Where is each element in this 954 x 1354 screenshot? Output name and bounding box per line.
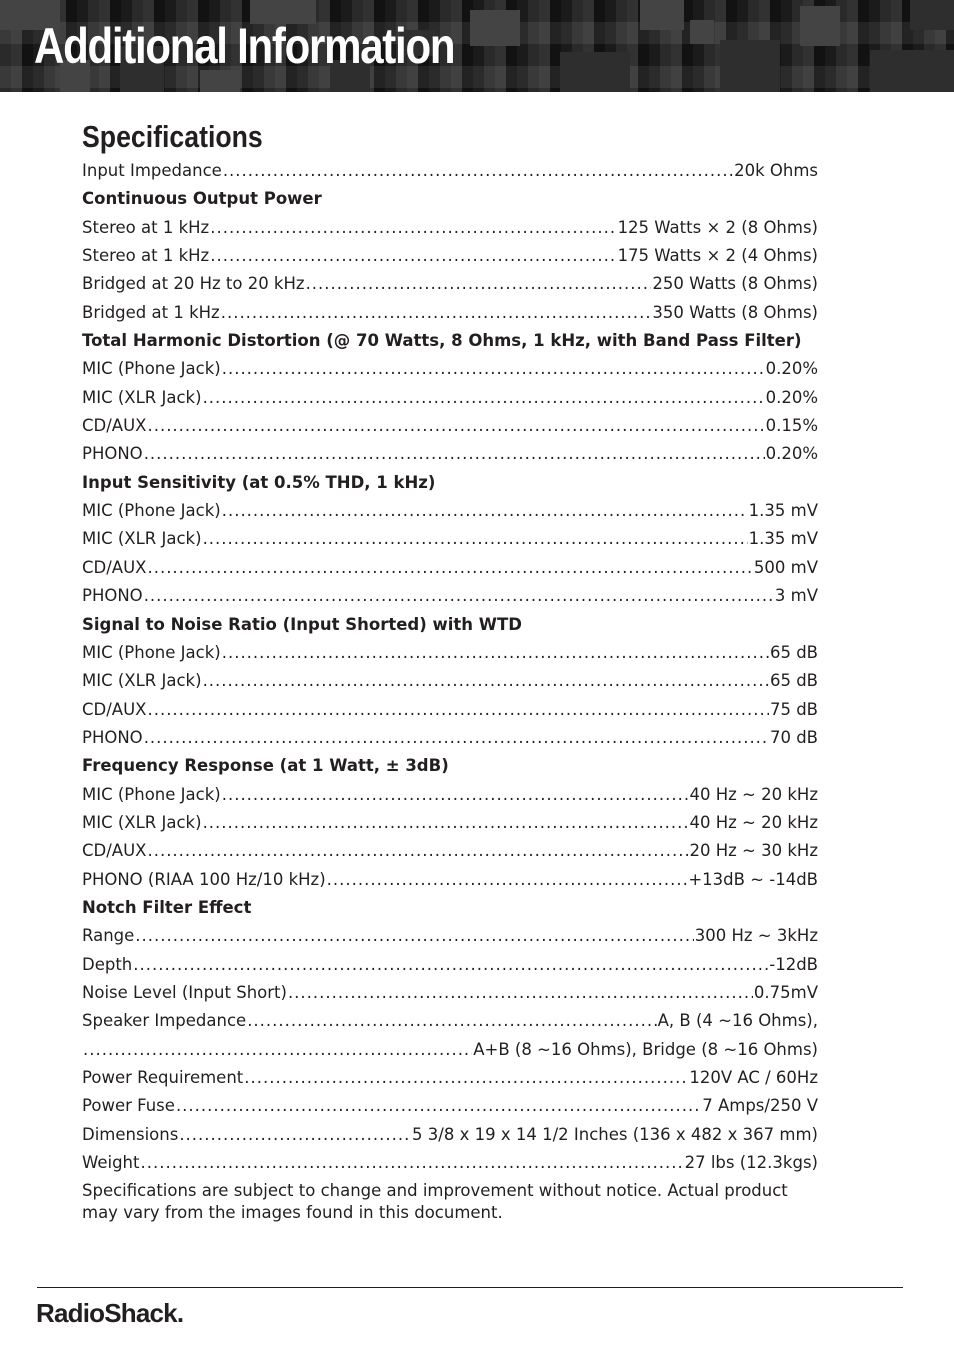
spec-value: 40 Hz ~ 20 kHz: [689, 812, 818, 832]
spec-label: Weight: [82, 1153, 140, 1173]
dot-leader: [144, 582, 774, 610]
spec-value: 0.15%: [765, 416, 818, 436]
spec-value: 70 dB: [769, 727, 818, 747]
spec-label: Range: [82, 926, 135, 946]
spec-row: [82, 525, 818, 553]
spec-label: PHONO: [82, 727, 143, 747]
spec-value: 1.35 mV: [748, 501, 818, 521]
spec-row: [82, 242, 818, 270]
spec-label: CD/AUX: [82, 841, 147, 861]
spec-row: [82, 837, 818, 865]
spec-row: [82, 384, 818, 412]
header-banner: [0, 0, 954, 92]
spec-label: PHONO: [82, 444, 143, 464]
spec-row: [82, 157, 818, 185]
spec-row: [82, 299, 818, 327]
spec-value: 20k Ohms: [734, 161, 818, 180]
spec-row: [82, 440, 818, 468]
spec-row: [82, 724, 818, 752]
dot-leader: [221, 299, 652, 327]
banner-block: [910, 0, 954, 30]
dot-leader: [144, 440, 765, 468]
spec-label: MIC (Phone Jack): [82, 784, 221, 804]
specifications-list: [82, 157, 818, 1224]
spec-label: Depth: [82, 954, 133, 974]
spec-value: 300 Hz ~ 3kHz: [694, 926, 818, 946]
spec-label: MIC (XLR Jack): [82, 387, 202, 407]
spec-value: 0.20%: [765, 359, 818, 379]
spec-value: 350 Watts (8 Ohms): [652, 302, 818, 322]
spec-label: Stereo at 1 kHz: [82, 217, 210, 237]
spec-label: PHONO (RIAA 100 Hz/10 kHz): [82, 869, 326, 889]
spec-label: MIC (XLR Jack): [82, 671, 202, 691]
spec-value: 65 dB: [769, 642, 818, 662]
spec-label: MIC (XLR Jack): [82, 812, 202, 832]
spec-row: [82, 922, 818, 950]
spec-row: [82, 1064, 818, 1092]
banner-block: [690, 20, 714, 44]
dot-leader: [179, 1121, 411, 1149]
spec-label: Dimensions: [82, 1124, 179, 1144]
spec-label: PHONO: [82, 586, 143, 606]
brand-logo: RadioShack.: [36, 1298, 184, 1328]
spec-row: [82, 270, 818, 298]
dot-leader: [210, 214, 616, 242]
spec-row: [82, 979, 818, 1007]
dot-leader: [176, 1092, 701, 1120]
spec-group-heading: Total Harmonic Distortion (@ 70 Watts, 8 Ohms, 1 kHz, with Band Pass Filter): [82, 331, 802, 351]
spec-label: Noise Level (Input Short): [82, 982, 287, 1002]
spec-value: +13dB ~ -14dB: [688, 869, 818, 889]
spec-row: [82, 1036, 818, 1064]
dot-leader: [147, 837, 688, 865]
spec-row: [82, 1121, 818, 1149]
spec-row: [82, 667, 818, 695]
banner-block: [870, 50, 954, 92]
spec-value: 1.35 mV: [748, 529, 818, 549]
dot-leader: [144, 724, 769, 752]
dot-leader: [306, 270, 652, 298]
spec-row: [82, 866, 818, 894]
spec-label: Speaker Impedance: [82, 1011, 247, 1031]
spec-row: [82, 355, 818, 383]
dot-leader: [247, 1007, 656, 1035]
spec-row: [82, 582, 818, 610]
spec-value: 175 Watts × 2 (4 Ohms): [617, 246, 818, 266]
spec-row: [82, 497, 818, 525]
dot-leader: [83, 1036, 472, 1064]
banner-block: [640, 0, 684, 30]
dot-leader: [222, 497, 748, 525]
spec-value: 120V AC / 60Hz: [689, 1068, 818, 1087]
dot-leader: [288, 979, 753, 1007]
dot-leader: [327, 866, 688, 894]
dot-leader: [147, 554, 752, 582]
banner-block: [470, 10, 520, 46]
page-title: Additional Information: [34, 18, 455, 74]
spec-label: MIC (XLR Jack): [82, 529, 202, 549]
spec-group-heading: Frequency Response (at 1 Watt, ± 3dB): [82, 756, 449, 776]
banner-block: [800, 6, 840, 46]
dot-leader: [210, 242, 616, 270]
banner-block: [720, 40, 780, 92]
spec-group-heading: Continuous Output Power: [82, 189, 322, 209]
spec-label: Bridged at 20 Hz to 20 kHz: [82, 274, 305, 294]
spec-value: 0.20%: [765, 444, 818, 464]
spec-value: 20 Hz ~ 30 kHz: [689, 841, 818, 861]
spec-group-heading: Input Sensitivity (at 0.5% THD, 1 kHz): [82, 472, 436, 492]
spec-group-heading: Signal to Noise Ratio (Input Shorted) with WTD: [82, 614, 522, 634]
dot-leader: [203, 384, 765, 412]
dot-leader: [222, 355, 765, 383]
spec-row: [82, 1149, 818, 1177]
spec-value: 125 Watts × 2 (8 Ohms): [617, 217, 818, 237]
spec-label: Input Impedance: [82, 161, 222, 180]
dot-leader: [147, 412, 764, 440]
spec-value: 3 mV: [774, 586, 818, 606]
dot-leader: [244, 1064, 688, 1092]
spec-row: [82, 412, 818, 440]
spec-value: 5 3/8 x 19 x 14 1/2 Inches (136 x 482 x 367 mm): [412, 1124, 818, 1144]
spec-group-heading: Notch Filter Effect: [82, 897, 252, 917]
spec-label: MIC (Phone Jack): [82, 501, 221, 521]
spec-row: [82, 809, 818, 837]
specifications-footnote: Specifications are subject to change and improvement without notice. Actual product may vary from the images found in this document.: [82, 1181, 788, 1223]
spec-label: Power Requirement: [82, 1068, 244, 1087]
spec-row: [82, 554, 818, 582]
banner-block: [560, 52, 630, 92]
spec-label: MIC (Phone Jack): [82, 359, 221, 379]
dot-leader: [203, 525, 748, 553]
spec-value: 75 dB: [769, 699, 818, 719]
spec-row: [82, 639, 818, 667]
spec-value: 250 Watts (8 Ohms): [652, 274, 818, 294]
spec-value: 0.75mV: [753, 982, 818, 1002]
spec-value: A+B (8 ~16 Ohms), Bridge (8 ~16 Ohms): [473, 1039, 818, 1059]
spec-value: 7 Amps/250 V: [702, 1096, 818, 1116]
spec-value: A, B (4 ~16 Ohms),: [657, 1011, 818, 1031]
spec-label: CD/AUX: [82, 416, 147, 436]
dot-leader: [135, 922, 693, 950]
spec-label: CD/AUX: [82, 699, 147, 719]
spec-value: 40 Hz ~ 20 kHz: [689, 784, 818, 804]
dot-leader: [222, 781, 689, 809]
spec-row: [82, 214, 818, 242]
dot-leader: [223, 157, 733, 185]
spec-row: [82, 951, 818, 979]
spec-row: [82, 1007, 818, 1035]
dot-leader: [203, 667, 769, 695]
dot-leader: [203, 809, 689, 837]
spec-label: Power Fuse: [82, 1096, 175, 1116]
dot-leader: [147, 696, 769, 724]
spec-value: 27 lbs (12.3kgs): [684, 1153, 818, 1173]
spec-value: 65 dB: [769, 671, 818, 691]
spec-value: 0.20%: [765, 387, 818, 407]
dot-leader: [222, 639, 769, 667]
spec-row: [82, 1092, 818, 1120]
spec-value: -12dB: [769, 954, 818, 974]
spec-label: Stereo at 1 kHz: [82, 246, 210, 266]
dot-leader: [140, 1149, 683, 1177]
spec-label: CD/AUX: [82, 557, 147, 577]
spec-label: Bridged at 1 kHz: [82, 302, 220, 322]
spec-row: [82, 696, 818, 724]
spec-row: [82, 781, 818, 809]
spec-label: MIC (Phone Jack): [82, 642, 221, 662]
footer-divider: [37, 1287, 903, 1288]
dot-leader: [133, 951, 768, 979]
spec-value: 500 mV: [753, 557, 818, 577]
section-title: Specifications: [82, 119, 263, 154]
